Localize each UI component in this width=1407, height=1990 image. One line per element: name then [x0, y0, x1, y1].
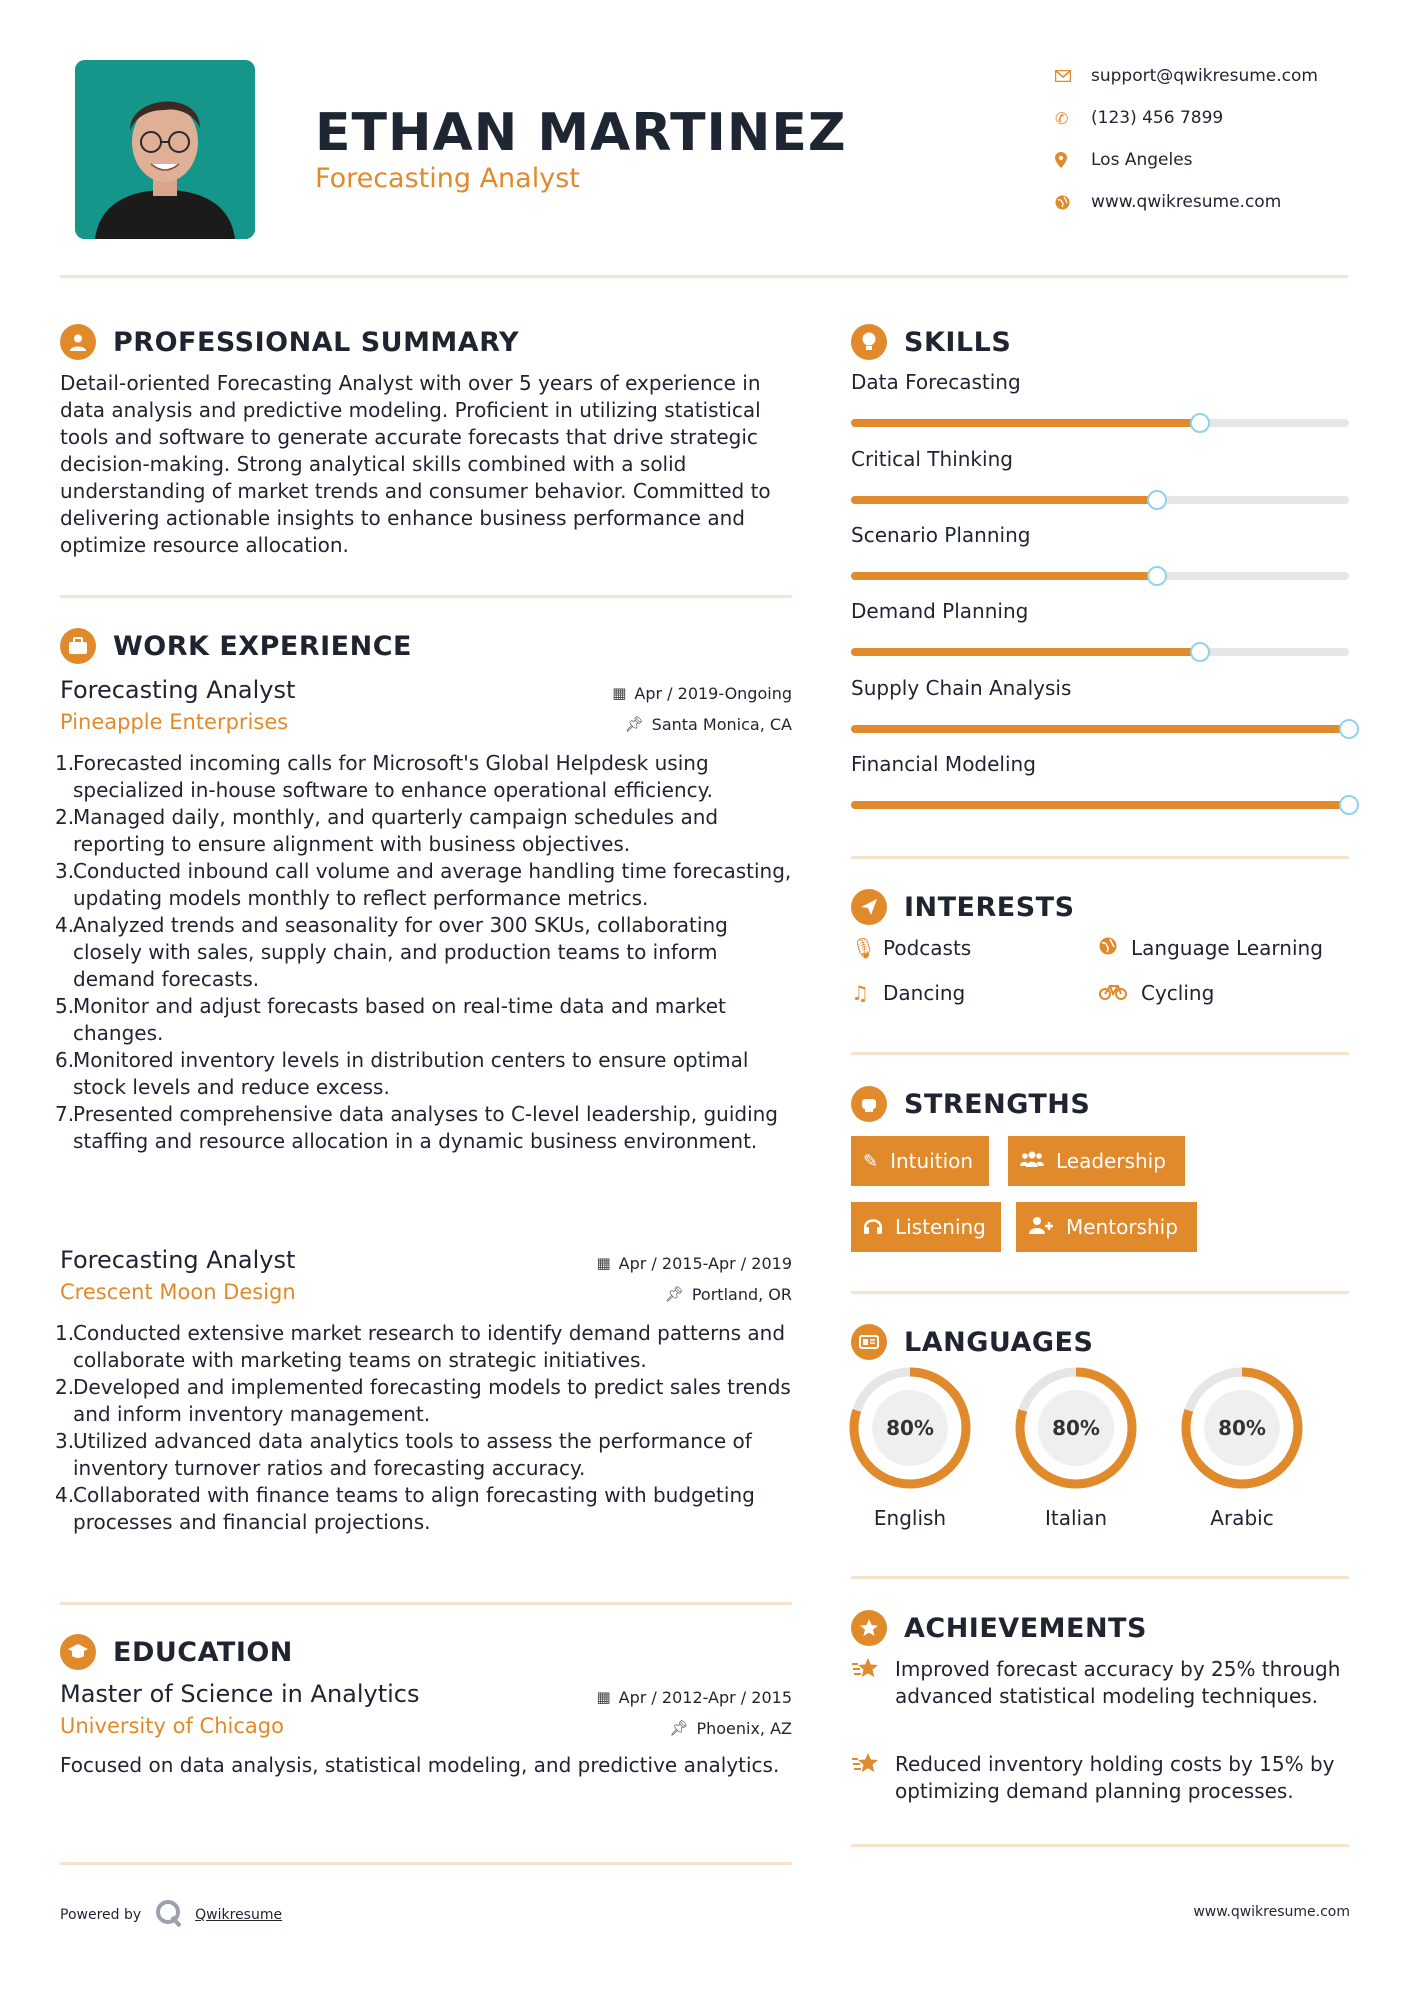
skill-name: Data Forecasting	[851, 370, 1021, 394]
globe-icon	[1055, 195, 1091, 210]
envelope-icon	[1055, 70, 1091, 82]
powered-by-text: Powered by	[60, 1907, 142, 1923]
skill-name: Scenario Planning	[851, 523, 1031, 547]
summary-heading	[60, 324, 519, 360]
list-item: 4. Collaborated with finance teams to align forecasting with budgeting processes and financial projections.	[55, 1483, 755, 1534]
microphone-icon: 🎙︎	[851, 936, 877, 960]
achievement-item	[851, 1751, 1351, 1805]
job-bullets	[55, 1320, 792, 1536]
job-date: Apr / 2015-Apr / 2019	[618, 1253, 792, 1273]
candidate-role: Forecasting Analyst	[315, 163, 580, 194]
bicycle-icon	[1099, 981, 1127, 1005]
skill-bar-fill	[851, 648, 1200, 656]
phone-icon: ✆	[1055, 108, 1069, 128]
experience-title: WORK EXPERIENCE	[113, 630, 412, 662]
school-name: University of Chicago	[60, 1714, 284, 1738]
list-item: 6. Monitored inventory levels in distribution centers to ensure optimal stock levels and reduce excess.	[55, 1048, 749, 1099]
language-name: English	[873, 1506, 947, 1530]
contact-email-text: support@qwikresume.com	[1091, 66, 1318, 86]
briefcase-icon	[60, 628, 96, 664]
skill-bar-knob	[1147, 566, 1167, 586]
skill-item	[851, 676, 1349, 733]
summary-text: Detail-oriented Forecasting Analyst with over 5 years of experience in data analysis and predictive modeling. Proficient in utilizing statistical tools and software to generate accurate forecasts that drive strategic decision-making. Strong analytical skills combined with a solid understanding of market trends and consumer behavior. Committed to delivering actionable insights to enhance business performance and optimize resource allocation.	[60, 371, 771, 557]
education-heading	[60, 1634, 293, 1670]
list-item: 5. Monitor and adjust forecasts based on real-time data and market changes.	[55, 994, 726, 1045]
summary-divider	[60, 595, 792, 598]
skill-name: Demand Planning	[851, 599, 1029, 623]
graduation-icon	[60, 1634, 96, 1670]
achievements-divider	[851, 1844, 1349, 1847]
education-entry	[60, 1680, 792, 1779]
contact-location	[1055, 139, 1318, 181]
education-location: Phoenix, AZ	[696, 1718, 792, 1738]
star-icon	[851, 1656, 895, 1710]
skill-bar-knob	[1339, 719, 1359, 739]
list-item: 2. Managed daily, monthly, and quarterly campaign schedules and reporting to ensure alignment with business objectives.	[55, 805, 719, 856]
footer-brand-link[interactable]: Qwikresume	[195, 1907, 283, 1923]
language-name: Arabic	[1210, 1506, 1274, 1530]
music-note-icon: ♫	[851, 981, 869, 1005]
profile-photo	[75, 60, 255, 239]
strength-tag	[851, 1202, 1001, 1252]
skill-bar-fill	[851, 572, 1157, 580]
job-2	[55, 1246, 792, 1536]
pin-icon: 📌︎	[669, 1719, 689, 1737]
strength-label: Listening	[895, 1215, 986, 1239]
interest-label: Podcasts	[883, 936, 972, 960]
pin-icon: 📌︎	[624, 715, 644, 733]
experience-heading	[60, 628, 412, 664]
language-percent: 80%	[1218, 1416, 1266, 1440]
star-badge-icon	[851, 1610, 887, 1646]
magic-wand-icon: ✎	[863, 1150, 879, 1172]
achievements-title: ACHIEVEMENTS	[904, 1612, 1147, 1644]
skill-bar-fill	[851, 801, 1349, 809]
list-item: 1. Forecasted incoming calls for Microsoft's Global Helpdesk using specialized in-house software to enhance operational efficiency.	[55, 751, 713, 802]
headphones-icon	[863, 1216, 883, 1239]
calendar-icon: ▦	[596, 1254, 611, 1272]
job-location: Santa Monica, CA	[651, 714, 792, 734]
skill-bar-knob	[1190, 413, 1210, 433]
pin-icon: 📌︎	[664, 1285, 684, 1303]
skill-item	[851, 599, 1349, 656]
job-title: Forecasting Analyst	[60, 676, 296, 704]
map-pin-icon	[1055, 152, 1091, 168]
contact-website[interactable]	[1055, 181, 1318, 223]
skill-bar	[851, 572, 1349, 580]
skill-bar-knob	[1147, 490, 1167, 510]
skills-heading	[851, 324, 1011, 360]
education-title: EDUCATION	[113, 1636, 293, 1668]
language-item	[1180, 1366, 1304, 1530]
achievement-item	[851, 1656, 1351, 1710]
language-name: Italian	[1044, 1506, 1108, 1530]
skill-name: Supply Chain Analysis	[851, 676, 1072, 700]
fist-icon	[851, 1086, 887, 1122]
paper-plane-icon	[851, 889, 887, 925]
strength-label: Intuition	[890, 1149, 974, 1173]
contact-website-text: www.qwikresume.com	[1091, 192, 1282, 212]
education-divider	[60, 1862, 792, 1865]
strength-tag	[1016, 1202, 1197, 1252]
experience-divider	[60, 1602, 792, 1605]
contact-list	[1055, 55, 1318, 223]
interest-item	[851, 936, 971, 960]
skill-bar-fill	[851, 725, 1349, 733]
interest-label: Cycling	[1141, 981, 1215, 1005]
skill-bar	[851, 801, 1349, 809]
education-text: Focused on data analysis, statistical modeling, and predictive analytics.	[60, 1753, 780, 1777]
skill-bar	[851, 725, 1349, 733]
interest-item	[851, 981, 965, 1005]
language-ring	[848, 1366, 972, 1490]
strengths-divider	[851, 1291, 1349, 1294]
skill-bar	[851, 496, 1349, 504]
strength-label: Leadership	[1056, 1149, 1166, 1173]
language-percent: 80%	[886, 1416, 934, 1440]
lightbulb-icon	[851, 324, 887, 360]
skill-item	[851, 447, 1349, 504]
calendar-icon: ▦	[612, 684, 627, 702]
list-item: 7. Presented comprehensive data analyses to C-level leadership, guiding staffing and resource allocation in a dynamic business environment.	[55, 1102, 778, 1153]
interest-label: Language Learning	[1131, 936, 1323, 960]
job-title: Forecasting Analyst	[60, 1246, 296, 1274]
achievement-text: Improved forecast accuracy by 25% through advanced statistical modeling techniques.	[895, 1657, 1341, 1708]
qwikresume-logo-icon	[155, 1898, 183, 1932]
strengths-title: STRENGTHS	[904, 1088, 1091, 1120]
job-location: Portland, OR	[691, 1284, 792, 1304]
skill-bar-knob	[1339, 795, 1359, 815]
list-item: 3. Utilized advanced data analytics tools to assess the performance of inventory turnover ratios and forecasting accuracy.	[55, 1429, 752, 1480]
skill-bar-knob	[1190, 642, 1210, 662]
header-divider	[60, 275, 1348, 278]
achievement-text: Reduced inventory holding costs by 15% by optimizing demand planning processes.	[895, 1752, 1335, 1803]
candidate-name: ETHAN MARTINEZ	[315, 103, 847, 163]
list-item: 1. Conducted extensive market research to identify demand patterns and collaborate with marketing teams on strategic initiatives.	[55, 1321, 786, 1372]
language-item	[1014, 1366, 1138, 1530]
strength-tag	[851, 1136, 989, 1186]
skill-bar	[851, 419, 1349, 427]
skill-bar-fill	[851, 419, 1200, 427]
strength-label: Mentorship	[1066, 1215, 1178, 1239]
strength-tag	[1008, 1136, 1185, 1186]
job-date: Apr / 2019-Ongoing	[634, 683, 792, 703]
job-bullets	[55, 750, 792, 1155]
languages-title: LANGUAGES	[904, 1326, 1094, 1358]
language-item	[848, 1366, 972, 1530]
job-company: Pineapple Enterprises	[60, 710, 289, 734]
skill-name: Critical Thinking	[851, 447, 1013, 471]
job-1	[55, 676, 792, 1155]
job-company: Crescent Moon Design	[60, 1280, 296, 1304]
summary-title: PROFESSIONAL SUMMARY	[113, 326, 520, 358]
language-ring	[1180, 1366, 1304, 1490]
user-icon	[60, 324, 96, 360]
calendar-icon: ▦	[596, 1688, 611, 1706]
language-ring	[1014, 1366, 1138, 1490]
skill-bar	[851, 648, 1349, 656]
interest-label: Dancing	[883, 981, 966, 1005]
skill-item	[851, 370, 1349, 427]
skills-divider	[851, 856, 1349, 859]
interest-item	[1099, 936, 1323, 960]
interests-divider	[851, 1052, 1349, 1055]
skills-title: SKILLS	[904, 326, 1012, 358]
list-item: 4. Analyzed trends and seasonality for over 300 SKUs, collaborating closely with sales, supply chain, and production teams to inform demand forecasts.	[55, 913, 728, 991]
contact-phone-text: (123) 456 7899	[1091, 108, 1224, 128]
list-item: 2. Developed and implemented forecasting models to predict sales trends and inform inventory management.	[55, 1375, 791, 1426]
skill-item	[851, 752, 1349, 809]
languages-heading	[851, 1324, 1093, 1360]
education-date: Apr / 2012-Apr / 2015	[618, 1687, 792, 1707]
interests-title: INTERESTS	[904, 891, 1075, 923]
contact-location-text: Los Angeles	[1091, 150, 1193, 170]
user-plus-icon	[1028, 1216, 1054, 1239]
skill-name: Financial Modeling	[851, 752, 1036, 776]
users-icon	[1020, 1150, 1044, 1173]
contact-phone[interactable]	[1055, 97, 1318, 139]
achievements-heading	[851, 1610, 1147, 1646]
language-card-icon	[851, 1324, 887, 1360]
interest-item	[1099, 981, 1214, 1005]
star-icon	[851, 1751, 895, 1805]
footer-powered-by	[60, 1898, 282, 1932]
contact-email[interactable]	[1055, 55, 1318, 97]
globe-icon	[1099, 936, 1117, 960]
language-percent: 80%	[1052, 1416, 1100, 1440]
list-item: 3. Conducted inbound call volume and average handling time forecasting, updating models monthly to reflect performance metrics.	[55, 859, 792, 910]
interests-heading	[851, 889, 1075, 925]
degree-title: Master of Science in Analytics	[60, 1680, 420, 1708]
skill-bar-fill	[851, 496, 1157, 504]
footer-website[interactable]: www.qwikresume.com	[1193, 1904, 1350, 1920]
languages-divider	[851, 1576, 1349, 1579]
strengths-heading	[851, 1086, 1090, 1122]
skill-item	[851, 523, 1349, 580]
